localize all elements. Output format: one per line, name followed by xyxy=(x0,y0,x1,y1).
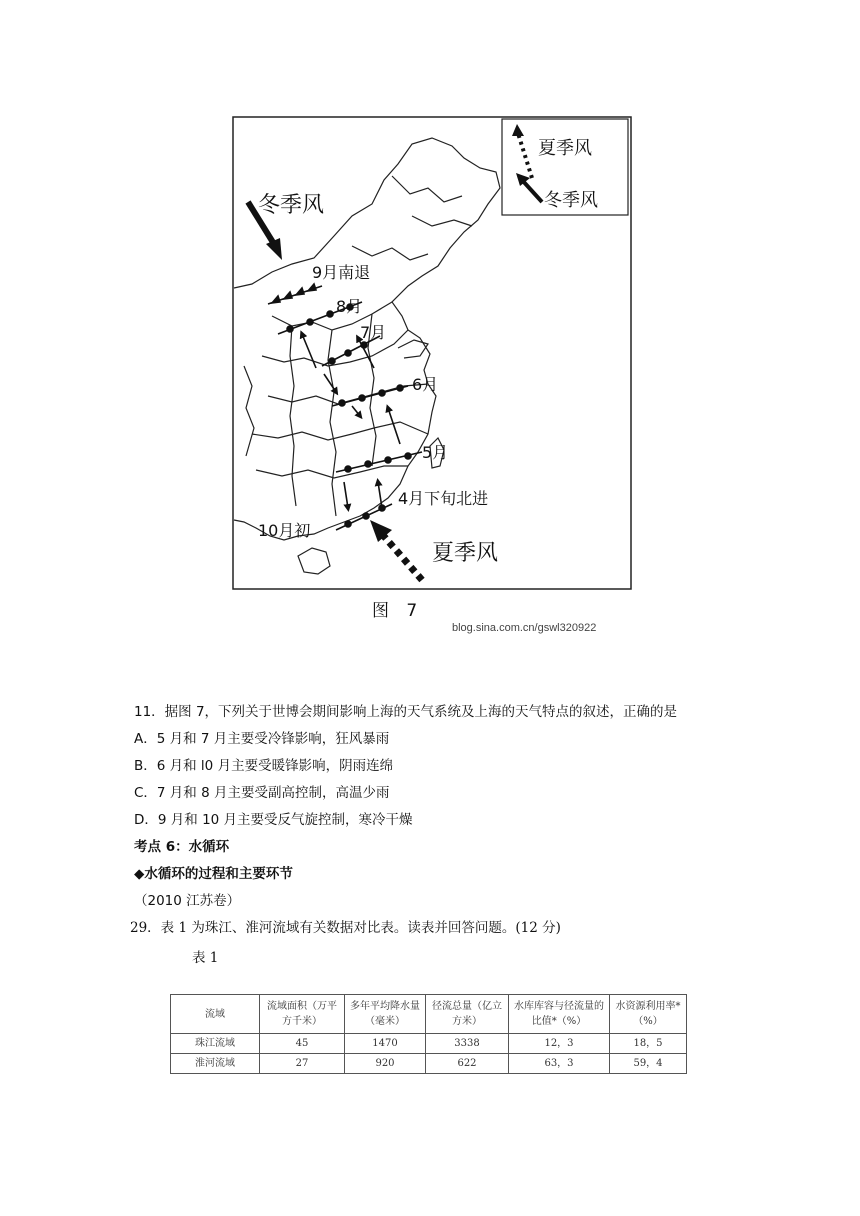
table-header-cell: 多年平均降水量（毫米） xyxy=(345,995,426,1034)
legend-summer-label: 夏季风 xyxy=(538,138,592,159)
label-jun: 6月 xyxy=(412,375,439,394)
table-cell: 59，4 xyxy=(610,1054,687,1074)
table-cell: 63，3 xyxy=(509,1054,610,1074)
question-11-stem: 11．据图 7，下列关于世博会期间影响上海的天气系统及上海的天气特点的叙述，正确的是 xyxy=(134,704,678,720)
option-a: A．5 月和 7 月主要受冷锋影响，狂风暴雨 xyxy=(134,731,390,747)
basin-data-table xyxy=(170,994,687,1074)
table-row xyxy=(171,1034,687,1054)
table-cell: 45 xyxy=(260,1034,345,1054)
table-header-cell: 水资源利用率*（%） xyxy=(610,995,687,1034)
label-sep: 9月南退 xyxy=(312,263,371,282)
table-header-cell: 径流总量（亿立方米） xyxy=(426,995,509,1034)
table-header-row xyxy=(171,995,687,1034)
table-row xyxy=(171,1054,687,1074)
section-subtitle: ◆水循环的过程和主要环节 xyxy=(134,866,293,882)
option-b: B．6 月和 l0 月主要受暖锋影响，阴雨连绵 xyxy=(134,758,394,774)
table-header-cell: 流域 xyxy=(171,995,260,1034)
label-jul: 7月 xyxy=(360,323,387,342)
watermark-url: blog.sina.com.cn/gswl320922 xyxy=(452,622,597,634)
legend-winter-label: 冬季风 xyxy=(544,190,598,211)
section-point-title: 考点 6：水循环 xyxy=(134,839,230,855)
table-cell: 1470 xyxy=(345,1034,426,1054)
label-may: 5月 xyxy=(422,443,449,462)
table-cell: 622 xyxy=(426,1054,509,1074)
table-cell: 3338 xyxy=(426,1034,509,1054)
table-cell: 27 xyxy=(260,1054,345,1074)
table-cell: 淮河流域 xyxy=(171,1054,260,1074)
table-header-cell: 水库库容与径流量的比值*（%） xyxy=(509,995,610,1034)
monsoon-map-figure xyxy=(232,116,632,590)
label-aug: 8月 xyxy=(336,297,363,316)
figure-caption: 图 7 xyxy=(372,601,424,621)
section-source: （2010 江苏卷） xyxy=(134,893,241,909)
option-c: C．7 月和 8 月主要受副高控制，高温少雨 xyxy=(134,785,390,801)
table-cell: 珠江流域 xyxy=(171,1034,260,1054)
legend-box xyxy=(502,119,628,215)
label-oct: 10月初 xyxy=(258,521,311,540)
option-d: D．9 月和 10 月主要受反气旋控制，寒冷干燥 xyxy=(134,812,413,828)
table-cell: 920 xyxy=(345,1054,426,1074)
summer-monsoon-label: 夏季风 xyxy=(432,541,499,566)
label-apr: 4月下旬北进 xyxy=(398,489,489,508)
table-cell: 18，5 xyxy=(610,1034,687,1054)
table-header-cell: 流域面积（万平方千米） xyxy=(260,995,345,1034)
question-29-stem: 29．表 1 为珠江、淮河流域有关数据对比表。读表并回答问题。(12 分) xyxy=(130,920,561,936)
table-title: 表 1 xyxy=(192,950,219,966)
table-cell: 12，3 xyxy=(509,1034,610,1054)
winter-monsoon-label: 冬季风 xyxy=(258,193,325,218)
